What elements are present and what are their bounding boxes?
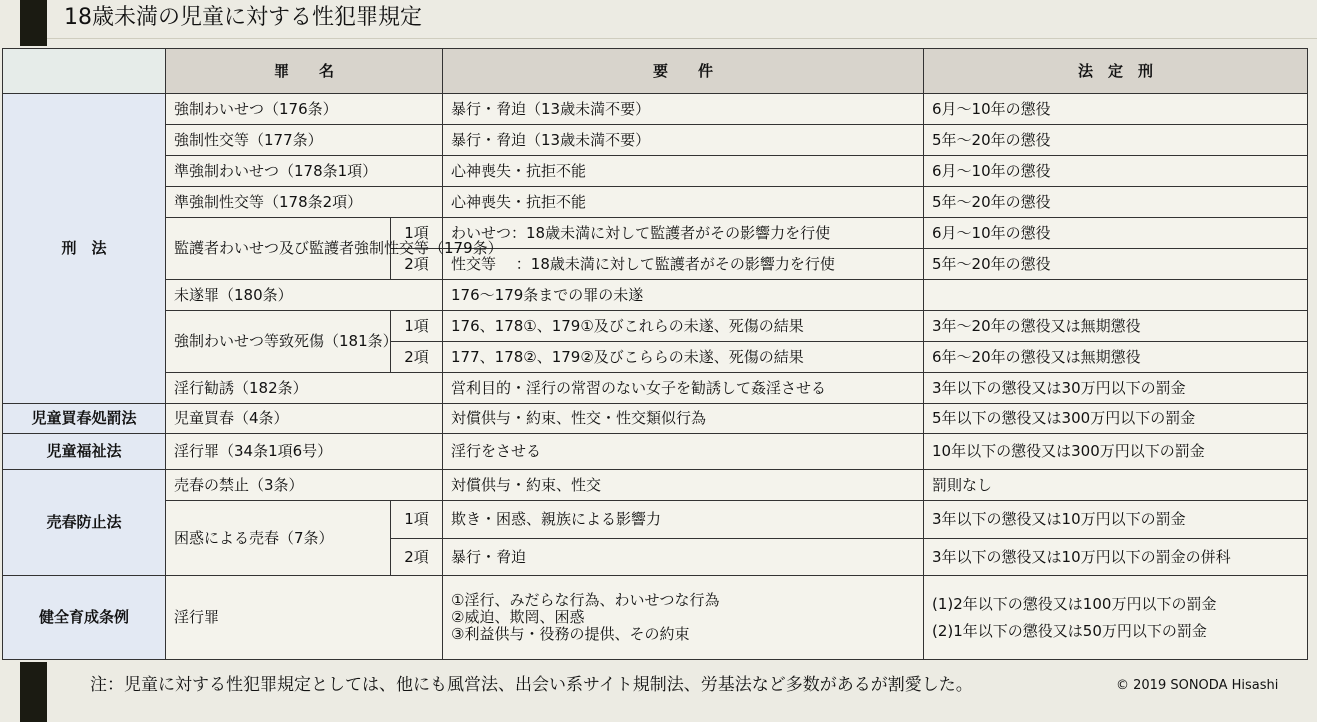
subsection-cell: 2項 bbox=[391, 539, 443, 576]
penalty-cell: 5年～20年の懲役 bbox=[924, 249, 1308, 280]
requirement-cell: 暴行・脅迫（13歳未満不要） bbox=[443, 94, 924, 125]
table-row bbox=[3, 94, 1308, 125]
penalty-cell: 5年～20年の懲役 bbox=[924, 187, 1308, 218]
requirement-cell: わいせつ：18歳未満に対して監護者がその影響力を行使 bbox=[443, 218, 924, 249]
law-name: 刑 法 bbox=[3, 94, 166, 404]
requirement-cell: 暴行・脅迫 bbox=[443, 539, 924, 576]
penalty-cell: 6年～20年の懲役又は無期懲役 bbox=[924, 342, 1308, 373]
penalty-cell: 6月～10年の懲役 bbox=[924, 156, 1308, 187]
header-requirement: 要 件 bbox=[443, 49, 924, 94]
penalty-cell: 3年～20年の懲役又は無期懲役 bbox=[924, 311, 1308, 342]
offense-table bbox=[2, 48, 1308, 660]
penalty-cell: 3年以下の懲役又は10万円以下の罰金 bbox=[924, 501, 1308, 539]
header-corner bbox=[3, 49, 166, 94]
table-row bbox=[3, 187, 1308, 218]
crime-cell: 困惑による売春（7条） bbox=[166, 501, 391, 576]
subsection-cell: 2項 bbox=[391, 249, 443, 280]
requirement-cell: 177、178②、179②及びこららの未遂、死傷の結果 bbox=[443, 342, 924, 373]
title-underline bbox=[47, 38, 1317, 39]
penalty-line: (2)1年以下の懲役又は50万円以下の罰金 bbox=[932, 622, 1207, 640]
table-row bbox=[3, 125, 1308, 156]
requirement-cell: 176、178①、179①及びこれらの未遂、死傷の結果 bbox=[443, 311, 924, 342]
crime-cell: 淫行罪（34条1項6号） bbox=[166, 434, 443, 470]
header-row bbox=[3, 49, 1308, 94]
crime-cell: 強制わいせつ（176条） bbox=[166, 94, 443, 125]
penalty-cell bbox=[924, 280, 1308, 311]
header-crime: 罪 名 bbox=[166, 49, 443, 94]
table-row bbox=[3, 280, 1308, 311]
requirement-line: ③利益供与・役務の提供、その約束 bbox=[451, 625, 690, 643]
accent-bar-top bbox=[20, 0, 47, 46]
crime-cell: 強制性交等（177条） bbox=[166, 125, 443, 156]
crime-cell: 児童買春（4条） bbox=[166, 404, 443, 434]
crime-cell: 強制わいせつ等致死傷（181条） bbox=[166, 311, 391, 373]
penalty-cell: 6月～10年の懲役 bbox=[924, 218, 1308, 249]
penalty-cell bbox=[924, 576, 1308, 660]
penalty-cell: 3年以下の懲役又は10万円以下の罰金の併科 bbox=[924, 539, 1308, 576]
requirement-line: ①淫行、みだらな行為、わいせつな行為 bbox=[451, 591, 720, 609]
crime-cell: 売春の禁止（3条） bbox=[166, 470, 443, 501]
subsection-cell: 1項 bbox=[391, 311, 443, 342]
copyright: © 2019 SONODA Hisashi bbox=[1116, 678, 1279, 693]
crime-cell: 監護者わいせつ及び監護者強制性交等（179条） bbox=[166, 218, 391, 280]
requirement-cell: 心神喪失・抗拒不能 bbox=[443, 156, 924, 187]
requirement-cell: 性交等 ：18歳未満に対して監護者がその影響力を行使 bbox=[443, 249, 924, 280]
requirement-cell: 欺き・困惑、親族による影響力 bbox=[443, 501, 924, 539]
table-row bbox=[3, 373, 1308, 404]
law-name: 児童買春処罰法 bbox=[3, 404, 166, 434]
penalty-line: (1)2年以下の懲役又は100万円以下の罰金 bbox=[932, 595, 1217, 613]
table-row bbox=[3, 434, 1308, 470]
crime-cell: 準強制わいせつ（178条1項） bbox=[166, 156, 443, 187]
penalty-cell: 6月～10年の懲役 bbox=[924, 94, 1308, 125]
requirement-cell bbox=[443, 576, 924, 660]
table-row bbox=[3, 576, 1308, 660]
requirement-line: ②威迫、欺罔、困惑 bbox=[451, 608, 585, 626]
accent-bar-bottom bbox=[20, 662, 47, 722]
header-penalty: 法 定 刑 bbox=[924, 49, 1308, 94]
crime-cell: 準強制性交等（178条2項） bbox=[166, 187, 443, 218]
requirement-cell: 対償供与・約束、性交 bbox=[443, 470, 924, 501]
penalty-cell: 10年以下の懲役又は300万円以下の罰金 bbox=[924, 434, 1308, 470]
requirement-cell: 対償供与・約束、性交・性交類似行為 bbox=[443, 404, 924, 434]
table-row bbox=[3, 470, 1308, 501]
requirement-cell: 心神喪失・抗拒不能 bbox=[443, 187, 924, 218]
law-name: 売春防止法 bbox=[3, 470, 166, 576]
penalty-cell: 5年以下の懲役又は300万円以下の罰金 bbox=[924, 404, 1308, 434]
penalty-cell: 3年以下の懲役又は30万円以下の罰金 bbox=[924, 373, 1308, 404]
requirement-cell: 営利目的・淫行の常習のない女子を勧誘して姦淫させる bbox=[443, 373, 924, 404]
table-row bbox=[3, 404, 1308, 434]
subsection-cell: 2項 bbox=[391, 342, 443, 373]
table-row bbox=[3, 311, 1308, 342]
crime-cell: 未遂罪（180条） bbox=[166, 280, 443, 311]
law-name: 児童福祉法 bbox=[3, 434, 166, 470]
penalty-cell: 罰則なし bbox=[924, 470, 1308, 501]
table-row bbox=[3, 501, 1308, 539]
subsection-cell: 1項 bbox=[391, 218, 443, 249]
penalty-cell: 5年～20年の懲役 bbox=[924, 125, 1308, 156]
crime-cell: 淫行勧誘（182条） bbox=[166, 373, 443, 404]
crime-cell: 淫行罪 bbox=[166, 576, 443, 660]
requirement-cell: 暴行・脅迫（13歳未満不要） bbox=[443, 125, 924, 156]
law-name: 健全育成条例 bbox=[3, 576, 166, 660]
requirement-cell: 淫行をさせる bbox=[443, 434, 924, 470]
footnote: 注：児童に対する性犯罪規定としては、他にも風営法、出会い系サイト規制法、労基法など多数があるが割愛した。 bbox=[90, 675, 973, 695]
table-row bbox=[3, 156, 1308, 187]
table-row bbox=[3, 218, 1308, 249]
page-title: 18歳未満の児童に対する性犯罪規定 bbox=[64, 5, 422, 30]
requirement-cell: 176～179条までの罪の未遂 bbox=[443, 280, 924, 311]
subsection-cell: 1項 bbox=[391, 501, 443, 539]
